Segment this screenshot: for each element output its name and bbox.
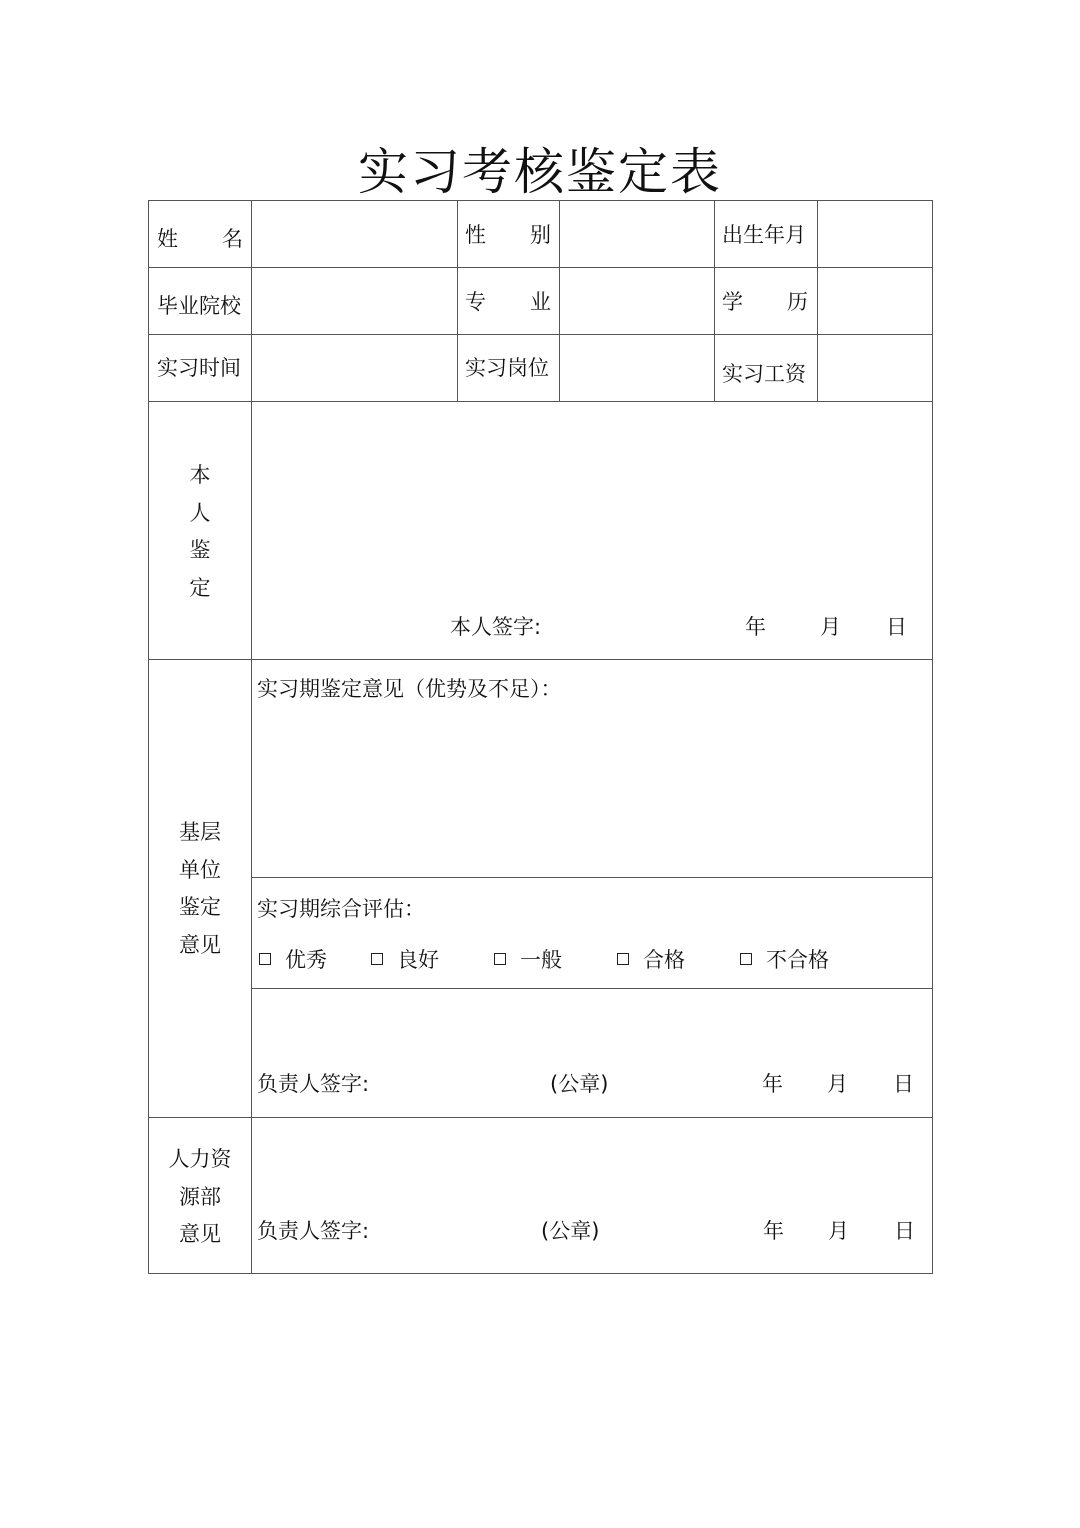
- row-divider: [252, 877, 932, 878]
- unit-date-month: 月: [827, 1072, 848, 1096]
- row-divider: [149, 659, 932, 660]
- hr-date-month: 月: [828, 1219, 849, 1243]
- gender-label: 性 别: [465, 223, 551, 247]
- self-date-month: 月: [820, 615, 841, 639]
- option-unqualified[interactable]: 不合格: [740, 950, 829, 971]
- birth-date-field[interactable]: [819, 202, 931, 266]
- hr-signature-label: 负责人签字:: [257, 1219, 370, 1243]
- option-excellent[interactable]: 优秀: [259, 950, 327, 971]
- page-title: 实习考核鉴定表: [358, 143, 722, 201]
- checkbox-icon[interactable]: [371, 953, 383, 965]
- row-divider: [149, 1117, 932, 1118]
- column-divider: [714, 201, 715, 401]
- education-label: 学 历: [722, 290, 808, 314]
- self-date-year: 年: [745, 615, 766, 639]
- checkbox-icon[interactable]: [740, 953, 752, 965]
- school-field[interactable]: [253, 269, 456, 333]
- option-qualified[interactable]: 合格: [617, 950, 685, 971]
- internship-period-label: 实习时间: [157, 356, 241, 380]
- major-field[interactable]: [561, 269, 713, 333]
- self-signature-label: 本人签字:: [450, 615, 542, 639]
- checkbox-icon[interactable]: [259, 953, 271, 965]
- internship-salary-label: 实习工资: [722, 362, 806, 386]
- hr-opinion-field[interactable]: [253, 1119, 931, 1199]
- option-average[interactable]: 一般: [494, 950, 562, 971]
- major-label: 专 业: [465, 290, 551, 314]
- self-date-day: 日: [886, 615, 907, 639]
- unit-seal-label: (公章): [550, 1072, 609, 1096]
- school-label: 毕业院校: [157, 294, 241, 318]
- unit-date-day: 日: [893, 1072, 914, 1096]
- checkbox-icon[interactable]: [617, 953, 629, 965]
- opinion-field[interactable]: [253, 711, 931, 875]
- column-divider: [559, 201, 560, 401]
- row-divider: [252, 988, 932, 989]
- name-field[interactable]: [253, 202, 456, 266]
- hr-seal-label: (公章): [541, 1219, 600, 1243]
- column-divider: [251, 201, 252, 1273]
- row-divider: [149, 401, 932, 402]
- row-divider: [149, 334, 932, 335]
- hr-date-day: 日: [894, 1219, 915, 1243]
- appraisal-form: [148, 200, 933, 1274]
- overall-assessment-label: 实习期综合评估：: [257, 897, 425, 921]
- internship-position-field[interactable]: [561, 336, 713, 400]
- self-evaluation-field[interactable]: [253, 403, 931, 603]
- hr-date-year: 年: [763, 1219, 784, 1243]
- education-field[interactable]: [819, 269, 931, 333]
- internship-position-label: 实习岗位: [465, 356, 549, 380]
- column-divider: [457, 201, 458, 401]
- gender-field[interactable]: [561, 202, 713, 266]
- column-divider: [817, 201, 818, 401]
- self-evaluation-label: 本 人 鉴 定: [189, 463, 211, 600]
- birth-date-label: 出生年月: [722, 223, 806, 247]
- row-divider: [149, 267, 932, 268]
- unit-date-year: 年: [762, 1072, 783, 1096]
- hr-evaluation-label: 人力资 源部 意见: [168, 1147, 232, 1246]
- name-label: 姓 名: [157, 227, 243, 251]
- option-good[interactable]: 良好: [371, 950, 439, 971]
- opinion-label: 实习期鉴定意见（优势及不足）：: [257, 677, 562, 701]
- checkbox-icon[interactable]: [494, 953, 506, 965]
- internship-salary-field[interactable]: [819, 336, 931, 400]
- unit-signature-label: 负责人签字:: [257, 1072, 370, 1096]
- internship-period-field[interactable]: [253, 336, 456, 400]
- unit-evaluation-label: 基层 单位 鉴定 意见: [179, 820, 221, 957]
